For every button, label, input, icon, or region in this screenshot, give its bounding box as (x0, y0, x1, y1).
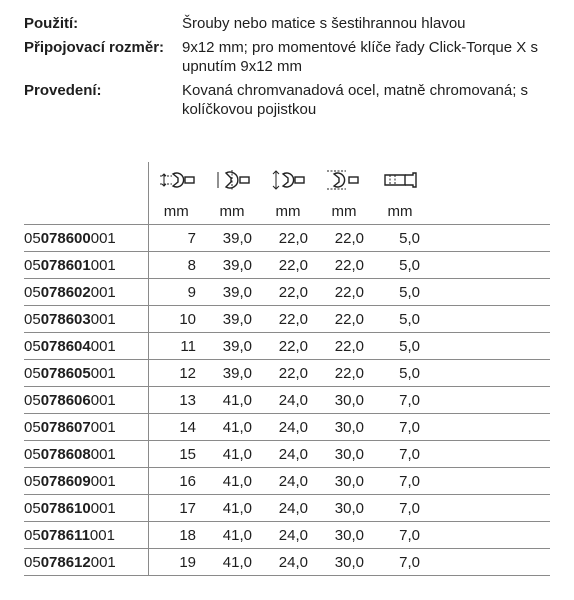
article-number (24, 279, 148, 306)
article-core: 078612 (40, 553, 91, 571)
dimension-value: 30,0 (316, 549, 372, 576)
dimension-value: 22,0 (316, 225, 372, 252)
article-core: 078605 (40, 364, 91, 382)
article-prefix: 05 (24, 364, 41, 382)
article-number (24, 252, 148, 279)
article-prefix: 05 (24, 526, 41, 544)
spec-label: Použití: (24, 15, 79, 32)
table-row (24, 549, 550, 576)
dimension-value: 5,0 (372, 333, 428, 360)
article-number (24, 225, 148, 252)
article-core: 078607 (40, 418, 91, 436)
dimension-value: 22,0 (316, 360, 372, 387)
table-row (24, 468, 550, 495)
dimension-value: 24,0 (260, 441, 316, 468)
article-core: 078606 (40, 391, 91, 409)
article-number (24, 333, 148, 360)
dimension-value: 39,0 (204, 360, 260, 387)
dimension-value: 13 (148, 387, 204, 414)
dimension-value: 30,0 (316, 414, 372, 441)
dimension-value: 22,0 (260, 306, 316, 333)
product-table-wrapper (24, 162, 550, 576)
article-core: 078604 (40, 337, 91, 355)
article-prefix: 05 (24, 391, 41, 409)
unit-label: mm (163, 202, 189, 220)
dimension-value: 41,0 (204, 387, 260, 414)
table-body (24, 225, 550, 576)
article-suffix: 001 (90, 364, 116, 382)
unit-label: mm (387, 202, 413, 220)
dimension-value: 7,0 (372, 522, 428, 549)
dimension-value: 18 (148, 522, 204, 549)
article-core: 078611 (40, 526, 90, 544)
dimension-value: 7,0 (372, 549, 428, 576)
article-prefix: 05 (24, 553, 41, 571)
spec-value: 9x12 mm; pro momentové klíče řady Click-Torque X s upnutím 9x12 mm (182, 39, 538, 75)
article-suffix: 001 (90, 553, 116, 571)
article-prefix: 05 (24, 337, 41, 355)
unit-label: mm (331, 202, 357, 220)
table-row (24, 441, 550, 468)
dimension-value: 24,0 (260, 522, 316, 549)
article-number (24, 360, 148, 387)
dimension-value: 22,0 (316, 279, 372, 306)
wrench-length-icon (268, 169, 308, 191)
dimension-value: 24,0 (260, 549, 316, 576)
dimension-value: 16 (148, 468, 204, 495)
dimension-value: 7,0 (372, 387, 428, 414)
dimension-value: 7,0 (372, 468, 428, 495)
article-number (24, 522, 148, 549)
article-suffix: 001 (90, 256, 116, 274)
unit-label: mm (219, 202, 245, 220)
dimension-value: 22,0 (260, 360, 316, 387)
article-prefix: 05 (24, 418, 41, 436)
dimension-value: 24,0 (260, 387, 316, 414)
table-row (24, 252, 550, 279)
dimension-value: 7,0 (372, 414, 428, 441)
article-suffix: 001 (90, 310, 116, 328)
table-row (24, 225, 550, 252)
dimension-value: 24,0 (260, 495, 316, 522)
dimension-value: 30,0 (316, 495, 372, 522)
article-suffix: 001 (90, 283, 116, 301)
article-core: 078601 (40, 256, 91, 274)
article-core: 078608 (40, 445, 91, 463)
article-suffix: 001 (90, 418, 116, 436)
dimension-value: 41,0 (204, 414, 260, 441)
dimension-value: 19 (148, 549, 204, 576)
article-prefix: 05 (24, 283, 41, 301)
dimension-value: 22,0 (260, 225, 316, 252)
article-prefix: 05 (24, 472, 41, 490)
table-row (24, 414, 550, 441)
article-number (24, 306, 148, 333)
spec-list (24, 14, 560, 124)
dimension-value: 22,0 (260, 333, 316, 360)
table-row (24, 279, 550, 306)
article-number (24, 549, 148, 576)
dimension-value: 30,0 (316, 468, 372, 495)
wrench-size-icon (156, 169, 196, 191)
article-suffix: 001 (90, 391, 116, 409)
dimension-value: 24,0 (260, 468, 316, 495)
table-row (24, 333, 550, 360)
dimension-value: 24,0 (260, 414, 316, 441)
dimension-value: 7,0 (372, 495, 428, 522)
dimension-value: 39,0 (204, 225, 260, 252)
dimension-value: 41,0 (204, 441, 260, 468)
table-row (24, 522, 550, 549)
dimension-value: 22,0 (260, 252, 316, 279)
dimension-value: 22,0 (316, 306, 372, 333)
dimension-value: 12 (148, 360, 204, 387)
unit-header-row (24, 198, 550, 225)
article-prefix: 05 (24, 445, 41, 463)
article-suffix: 001 (90, 445, 116, 463)
article-core: 078603 (40, 310, 91, 328)
dimension-value: 7 (148, 225, 204, 252)
article-number (24, 441, 148, 468)
spec-value: Šrouby nebo matice s šestihrannou hlavou (182, 15, 466, 32)
dimension-value: 7,0 (372, 441, 428, 468)
dimension-value: 5,0 (372, 306, 428, 333)
article-prefix: 05 (24, 499, 41, 517)
article-suffix: 001 (90, 229, 116, 247)
dimension-value: 10 (148, 306, 204, 333)
spec-row-connection (24, 38, 560, 76)
dimension-value: 8 (148, 252, 204, 279)
wrench-width-icon (212, 169, 252, 191)
article-suffix: 001 (90, 472, 116, 490)
dimension-value: 15 (148, 441, 204, 468)
article-suffix: 001 (89, 526, 115, 544)
icon-header-row (24, 162, 550, 198)
article-core: 078600 (40, 229, 91, 247)
table-row (24, 360, 550, 387)
table-row (24, 495, 550, 522)
dimension-value: 22,0 (316, 333, 372, 360)
dimension-value: 22,0 (316, 252, 372, 279)
spec-label: Připojovací rozměr: (24, 39, 165, 56)
dimension-value: 5,0 (372, 279, 428, 306)
article-prefix: 05 (24, 229, 41, 247)
article-suffix: 001 (90, 499, 116, 517)
dimension-value: 39,0 (204, 279, 260, 306)
dimension-value: 39,0 (204, 306, 260, 333)
article-number (24, 414, 148, 441)
dimension-value: 11 (148, 333, 204, 360)
dimension-value: 22,0 (260, 279, 316, 306)
dimension-value: 41,0 (204, 549, 260, 576)
spec-row-usage (24, 14, 560, 33)
wrench-head-icon (324, 169, 364, 191)
dimension-value: 17 (148, 495, 204, 522)
article-core: 078609 (40, 472, 91, 490)
spec-value: Kovaná chromvanadová ocel, matně chromovaná; s kolíčkovou pojistkou (182, 82, 529, 118)
dimension-value: 14 (148, 414, 204, 441)
article-core: 078602 (40, 283, 91, 301)
dimension-value: 5,0 (372, 252, 428, 279)
article-number (24, 495, 148, 522)
spec-row-finish (24, 81, 560, 119)
dimension-value: 39,0 (204, 333, 260, 360)
dimension-value: 9 (148, 279, 204, 306)
dimension-value: 41,0 (204, 495, 260, 522)
dimension-value: 41,0 (204, 468, 260, 495)
article-suffix: 001 (90, 337, 116, 355)
dimension-value: 30,0 (316, 522, 372, 549)
wrench-depth-icon (380, 169, 420, 191)
spec-label: Provedení: (24, 82, 102, 99)
dimension-value: 41,0 (204, 522, 260, 549)
product-table (24, 162, 550, 576)
unit-label: mm (275, 202, 301, 220)
dimension-value: 5,0 (372, 360, 428, 387)
dimension-value: 5,0 (372, 225, 428, 252)
table-row (24, 387, 550, 414)
article-prefix: 05 (24, 310, 41, 328)
table-row (24, 306, 550, 333)
dimension-value: 39,0 (204, 252, 260, 279)
article-prefix: 05 (24, 256, 41, 274)
dimension-value: 30,0 (316, 387, 372, 414)
article-number (24, 387, 148, 414)
dimension-value: 30,0 (316, 441, 372, 468)
article-core: 078610 (40, 499, 91, 517)
article-number (24, 468, 148, 495)
